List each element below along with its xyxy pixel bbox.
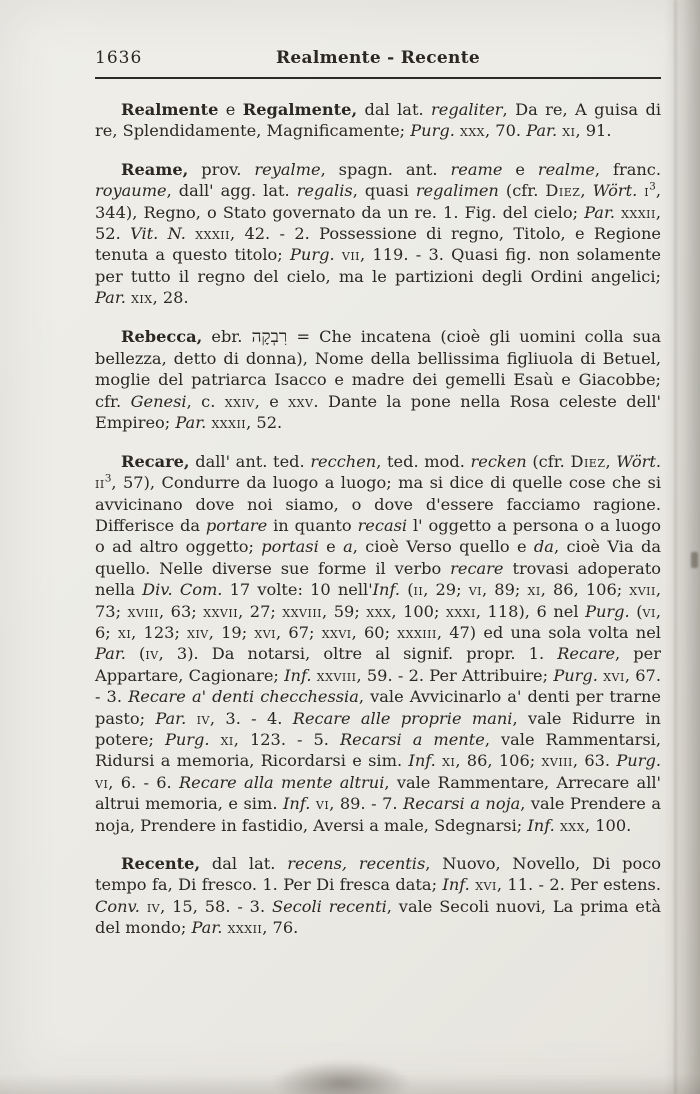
text-segment: i [644, 181, 650, 201]
scan-edge-mark [691, 552, 698, 568]
text-segment: , 100. [584, 815, 632, 835]
text-segment: ebr. [202, 326, 252, 346]
text-segment: Inf. [527, 815, 555, 835]
text-segment: xvi [603, 665, 625, 685]
text-segment: Wört. [592, 181, 638, 201]
text-segment: , [580, 181, 593, 201]
page-number: 1636 [95, 48, 143, 68]
text-segment: , 63; [158, 601, 204, 621]
text-segment: , 29; [423, 580, 469, 600]
text-segment: , vale Avvicinarlo a' denti per trarne pasto; [95, 687, 661, 728]
entry-recare [95, 451, 661, 836]
text-segment: Purg. [585, 601, 630, 621]
text-segment: (cfr. [526, 451, 571, 471]
text-segment: xxxi [446, 601, 476, 621]
text-segment: , 60; [351, 622, 398, 642]
text-segment: , 6; [95, 601, 661, 642]
dictionary-entries [95, 99, 661, 939]
text-segment: xvi [475, 875, 497, 895]
text-segment: xi [527, 580, 541, 600]
text-segment: , 86, 106; [540, 580, 630, 600]
text-segment: Inf. [284, 665, 312, 685]
text-segment: reyalme [254, 159, 321, 179]
text-segment: e [502, 159, 538, 179]
text-segment: recken [470, 451, 527, 471]
text-segment [210, 730, 221, 749]
text-segment: Recare [557, 644, 616, 664]
text-segment: trovasi adoperato nella [95, 558, 661, 600]
text-segment: , 86, 106; [455, 751, 542, 771]
text-segment: Par. [584, 202, 616, 222]
text-segment: ii [413, 580, 424, 600]
text-segment [186, 709, 196, 728]
text-segment: , 67. - 3. [95, 665, 661, 707]
text-segment: , 52. [95, 202, 661, 244]
text-segment: , 15, 58. - 3. [160, 896, 272, 916]
text-segment: Inf. [408, 751, 436, 771]
bottom-edge-shade [0, 1074, 700, 1094]
hebrew-word: רִבְקָה [251, 326, 288, 347]
text-segment: a [343, 537, 353, 557]
text-segment: Par. [526, 121, 558, 141]
text-segment: xxx [460, 121, 486, 141]
text-segment: xxxii [227, 918, 263, 938]
text-segment [335, 245, 342, 264]
text-segment: Inf. [372, 580, 401, 600]
text-segment: Recare alle proprie mani [292, 708, 513, 728]
text-segment: xxviii [316, 665, 357, 685]
text-segment: , 91. [575, 121, 612, 141]
text-segment: ii [95, 473, 105, 493]
text-segment: xxxii [621, 202, 656, 222]
text-segment: reame [450, 159, 503, 179]
text-segment: Purg. [290, 245, 335, 265]
text-segment: da [533, 537, 554, 557]
text-segment: , 118), 6 nel [475, 601, 586, 621]
text-segment: , 42. - 2. Possessione di regno, Titolo, e Regione tenuta a questo titolo; [95, 224, 661, 265]
text-segment: xi [442, 751, 456, 771]
text-segment: , Nuovo, Novello, Di poco tempo fa, Di fresco. 1. Per Di fresca data; [95, 854, 661, 895]
scan-bottom-smudge [272, 1060, 412, 1094]
text-segment: portasi [261, 537, 319, 557]
entry-reame [95, 159, 661, 309]
text-segment: , 59. - 2. Per Attribuire; [356, 665, 554, 685]
text-segment: vi [95, 772, 109, 792]
text-segment: royaume [95, 181, 167, 201]
text-segment [186, 224, 195, 243]
text-segment: , vale Rammentare, Arrecare all' altrui memoria, e sim. [95, 772, 661, 814]
text-segment: Recarsi a noja [403, 794, 521, 814]
text-segment: vi [642, 601, 656, 621]
text-segment: , 27; [238, 601, 283, 621]
text-segment: , 100; [391, 601, 446, 621]
text-segment: , 89. - 7. [329, 794, 404, 814]
text-segment: , vale Secoli nuovi, La prima età del mondo; [95, 896, 661, 938]
text-segment: regaliter [431, 100, 503, 119]
text-segment: , per Appartare, Cagionare; [95, 644, 661, 685]
text-segment: xxxiii [397, 622, 437, 642]
text-segment: xi [220, 729, 234, 749]
text-segment: Recare alla mente altrui [178, 772, 385, 792]
text-segment: , quasi [352, 181, 416, 201]
text-segment: Par. [155, 708, 187, 728]
text-segment: xix [131, 288, 153, 308]
text-segment: recare [450, 558, 504, 578]
text-segment: Par. [175, 413, 207, 433]
text-segment: , 73; [95, 580, 662, 621]
text-segment: Div. Com. [142, 580, 223, 600]
text-segment: Diez [545, 181, 581, 201]
text-segment: Genesi [130, 391, 187, 411]
headword-realmente: Realmente [121, 100, 219, 119]
text-segment: Vit. N. [130, 224, 186, 244]
text-segment: prov. [188, 159, 255, 179]
text-segment: Inf. [442, 875, 470, 895]
text-segment: xvi [254, 622, 277, 642]
text-segment: 3 [104, 472, 112, 485]
text-segment: , cioè Verso quello e [352, 537, 534, 557]
text-segment: iv [145, 644, 159, 664]
text-segment: ( [400, 580, 414, 600]
text-segment: Recare a' denti checchessia [128, 687, 359, 707]
text-segment: (cfr. [498, 181, 546, 201]
text-segment: , c. [186, 391, 225, 411]
text-segment: xxx [366, 601, 392, 621]
text-segment: xvii [629, 580, 656, 600]
text-segment: , 123. - 5. [233, 729, 340, 749]
text-segment: , e [254, 391, 289, 411]
text-segment: xi [117, 622, 132, 642]
gutter-shadow [664, 0, 700, 1094]
text-segment: vi [468, 580, 483, 600]
text-segment: Secoli recenti [272, 896, 387, 916]
text-segment: e [218, 100, 243, 119]
text-segment: recens, recentis [287, 854, 426, 873]
entry-rebecca [95, 326, 661, 434]
text-segment: , 344), Regno, o Stato governato da un re. 1. Fig. del cielo; [95, 181, 661, 222]
text-segment: , cioè Via da quello. Nelle diverse sue forme il verbo [95, 537, 661, 578]
text-segment: , 70. [485, 121, 527, 141]
text-segment: xxxii [195, 224, 230, 244]
text-segment: , 6. - 6. [108, 772, 179, 792]
text-segment: 17 volte: 10 nell' [222, 580, 373, 600]
text-segment: ( [629, 601, 643, 621]
text-segment: , 19; [208, 622, 255, 642]
header-rule [95, 77, 661, 79]
text-segment: Inf. [283, 794, 311, 814]
text-segment: Par. [95, 644, 126, 664]
text-segment: , 3). Da notarsi, oltre al signif. propr. 1. [158, 644, 558, 664]
text-segment: iv [196, 708, 210, 728]
text-segment: , 52. [246, 413, 283, 433]
headword-recente: Recente, [121, 854, 201, 873]
text-segment: xviii [127, 601, 159, 621]
text-segment: xxvi [321, 622, 352, 642]
text-segment: Wört. [616, 451, 661, 471]
text-segment: vi [315, 794, 330, 814]
gutter-crease-line [674, 0, 677, 1094]
headword-regalmente: Regalmente, [242, 100, 358, 119]
text-segment: , Da re, A guisa di re, Splendidamente, Magnificamente; [95, 100, 662, 141]
text-segment: , 67; [276, 622, 322, 642]
text-segment: Recarsi a mente [339, 729, 485, 749]
text-segment: , 47) ed una sola volta nel [436, 622, 661, 642]
page-header [95, 48, 661, 72]
text-segment: recasi [357, 515, 408, 535]
text-segment: , 59; [322, 601, 367, 621]
headword-reame: Reame, [121, 159, 189, 179]
text-segment: Diez [570, 451, 606, 471]
text-segment: regalimen [415, 181, 499, 201]
text-segment: ( [125, 644, 146, 664]
text-segment: xxvii [203, 601, 239, 621]
text-segment: . Dante la pone nella Rosa celeste dell' Empireo; [95, 391, 661, 433]
text-segment: Purg. [410, 121, 455, 141]
text-segment: , franc. [594, 159, 661, 179]
text-block [95, 48, 661, 939]
text-segment: , [605, 451, 617, 471]
entry-recente [95, 853, 661, 939]
text-segment: iv [146, 896, 161, 916]
text-segment: regalis [296, 181, 353, 201]
text-segment: in quanto [267, 515, 358, 535]
text-segment: recchen [310, 451, 377, 471]
text-segment: , spagn. ant. [320, 159, 451, 179]
text-segment: e [318, 537, 344, 557]
headword-recare: Recare, [121, 451, 190, 471]
text-segment: dal lat. [357, 100, 432, 119]
text-segment: xxx [559, 815, 585, 835]
text-segment: Par. [95, 288, 126, 308]
text-segment: Purg. [164, 729, 210, 749]
text-segment: = Che incatena (cioè gli uomini colla sua bellezza, detto di donna), Nome della bellissima figliuola di Betuel, moglie del patriarca Isacco e madre dei gemelli Esaù e Giacobbe; cfr. [95, 326, 662, 411]
text-segment: , 11. - 2. Per estens. [496, 875, 661, 895]
text-segment: realme [537, 159, 595, 179]
text-segment: , ted. mod. [376, 451, 471, 471]
text-segment: xi [562, 121, 576, 141]
text-segment: , dall' agg. lat. [166, 181, 297, 201]
text-segment: , 123; [131, 622, 188, 642]
running-head: Realmente - Recente [276, 48, 480, 68]
text-segment: Purg. [553, 665, 598, 685]
entry-realmente [95, 99, 661, 142]
text-segment [140, 897, 147, 916]
text-segment: xxv [288, 391, 314, 411]
text-segment: , 57), Condurre da luogo a luogo; ma si dice di quelle cose che si avvicinano dove noi siamo, o dove d'essere facciamo ragione. Differisce da [95, 473, 661, 535]
text-segment: portare [205, 515, 268, 535]
text-segment: xxxii [211, 413, 247, 433]
text-segment: dall' ant. ted. [189, 451, 311, 471]
text-segment: , 28. [152, 288, 189, 308]
text-segment: xiv [187, 622, 209, 642]
text-segment: xxviii [282, 601, 323, 621]
headword-rebecca: Rebecca, [121, 326, 203, 346]
text-segment: 3 [649, 180, 656, 193]
text-segment: , vale Prendere a noja, Prendere in fastidio, Aversi a male, Sdegnarsi; [95, 794, 662, 835]
text-segment: , 89; [482, 580, 528, 600]
text-segment: , 76. [262, 918, 299, 938]
text-segment: l' oggetto a persona o a luogo o ad altro oggetto; [95, 515, 661, 557]
text-segment: , vale Ridurre in potere; [95, 708, 661, 749]
text-segment: vii [341, 245, 361, 265]
text-segment: , 63. [572, 751, 617, 771]
text-segment: xxiv [224, 391, 255, 411]
text-segment: , 119. - 3. Quasi fig. non solamente per tutto il regno del cielo, ma le partizioni degli Ordini angelici; [95, 245, 661, 286]
text-segment: Par. [191, 918, 223, 938]
text-segment: xviii [541, 751, 573, 771]
text-segment: , 3. - 4. [209, 708, 293, 728]
text-segment: dal lat. [200, 854, 288, 873]
text-segment: , vale Rammentarsi, Ridursi a memoria, Ricordarsi e sim. [95, 729, 661, 771]
text-segment: Purg. [616, 751, 661, 771]
text-segment: Conv. [95, 896, 140, 916]
